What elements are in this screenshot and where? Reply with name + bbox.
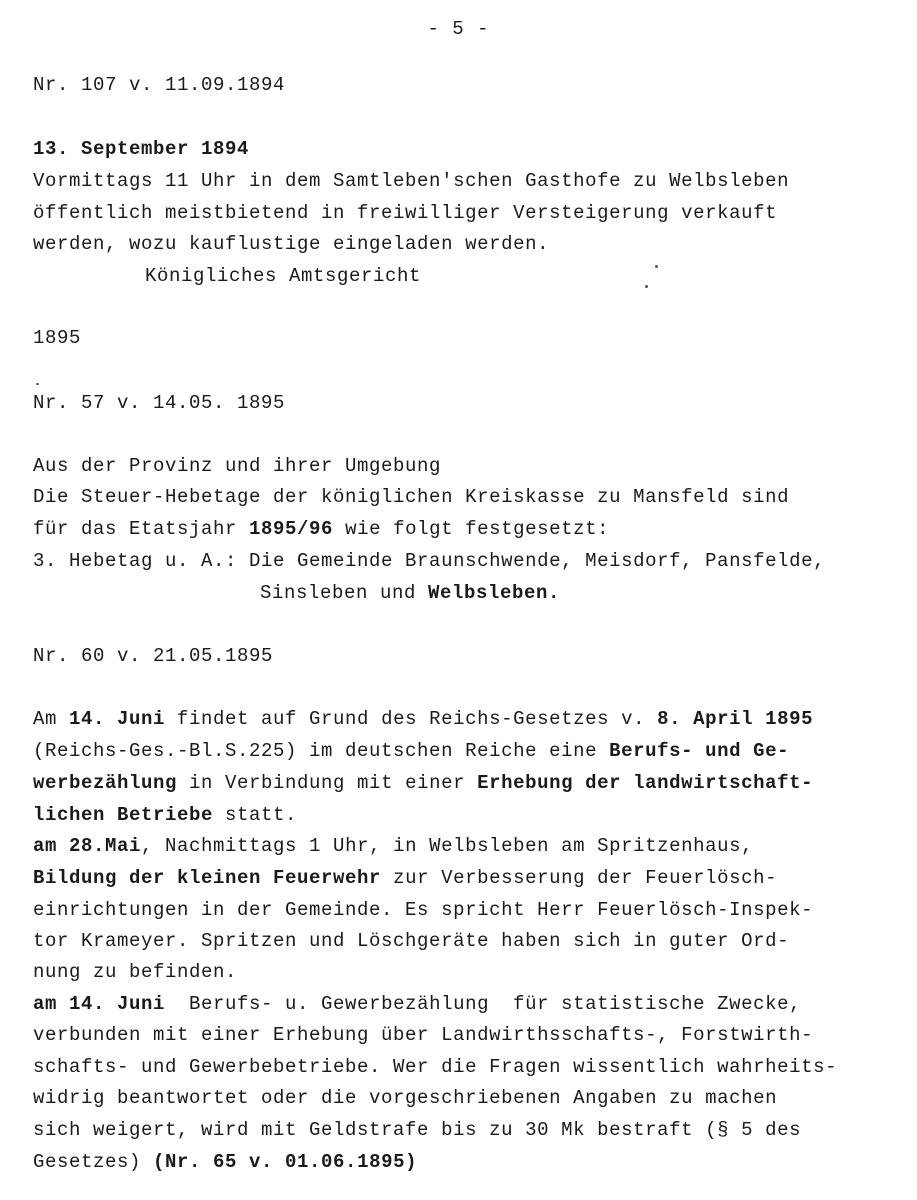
scan-speck	[645, 285, 648, 288]
entry-reference: Nr. 107 v. 11.09.1894	[33, 74, 286, 96]
text-line: einrichtungen in der Gemeinde. Es spricht Herr Feuerlösch-Inspek-	[33, 899, 814, 921]
text-line: schafts- und Gewerbebetriebe. Wer die Fragen wissentlich wahrheits-	[33, 1056, 838, 1078]
text-line: öffentlich meistbietend in freiwilliger Versteigerung verkauft	[33, 202, 778, 224]
text-line: sich weigert, wird mit Geldstrafe bis zu 30 Mk bestraft (§ 5 des	[33, 1119, 802, 1141]
text-line: für das Etatsjahr 1895/96 wie folgt festgesetzt:	[33, 518, 610, 540]
signature-line: Königliches Amtsgericht	[145, 265, 422, 287]
text-line: Am 14. Juni findet auf Grund des Reichs-Gesetzes v. 8. April 1895	[33, 708, 814, 730]
text-line: werden, wozu kauflustige eingeladen werden.	[33, 233, 550, 255]
text-line: 3. Hebetag u. A.: Die Gemeinde Braunschwende, Meisdorf, Pansfelde,	[33, 550, 826, 572]
scan-speck	[36, 383, 39, 385]
text-line: Vormittags 11 Uhr in dem Samtleben'schen Gasthofe zu Welbsleben	[33, 170, 790, 192]
text-line: Gesetzes) (Nr. 65 v. 01.06.1895)	[33, 1151, 418, 1173]
year-heading: 1895	[33, 327, 82, 349]
scan-speck	[655, 265, 658, 268]
entry-reference: Nr. 60 v. 21.05.1895	[33, 645, 274, 667]
text-line: am 14. Juni Berufs- u. Gewerbezählung für statistische Zwecke,	[33, 993, 802, 1015]
entry-date: 13. September 1894	[33, 138, 250, 160]
page-number: - 5 -	[427, 18, 490, 40]
text-line: verbunden mit einer Erhebung über Landwirthsschafts-, Forstwirth-	[33, 1024, 814, 1046]
entry-reference: Nr. 57 v. 14.05. 1895	[33, 392, 286, 414]
text-line: Bildung der kleinen Feuerwehr zur Verbesserung der Feuerlösch-	[33, 867, 778, 889]
text-line: Die Steuer-Hebetage der königlichen Kreiskasse zu Mansfeld sind	[33, 486, 790, 508]
text-line: tor Krameyer. Spritzen und Löschgeräte haben sich in guter Ord-	[33, 930, 790, 952]
text-line: nung zu befinden.	[33, 961, 238, 983]
text-line: Sinsleben und Welbsleben.	[260, 582, 561, 604]
text-line: Aus der Provinz und ihrer Umgebung	[33, 455, 442, 477]
text-line: werbezählung in Verbindung mit einer Erhebung der landwirtschaft-	[33, 772, 814, 794]
text-line: am 28.Mai, Nachmittags 1 Uhr, in Welbsleben am Spritzenhaus,	[33, 835, 754, 857]
text-line: widrig beantwortet oder die vorgeschriebenen Angaben zu machen	[33, 1087, 778, 1109]
text-line: lichen Betriebe statt.	[33, 804, 298, 826]
text-line: (Reichs-Ges.-Bl.S.225) im deutschen Reiche eine Berufs- und Ge-	[33, 740, 790, 762]
